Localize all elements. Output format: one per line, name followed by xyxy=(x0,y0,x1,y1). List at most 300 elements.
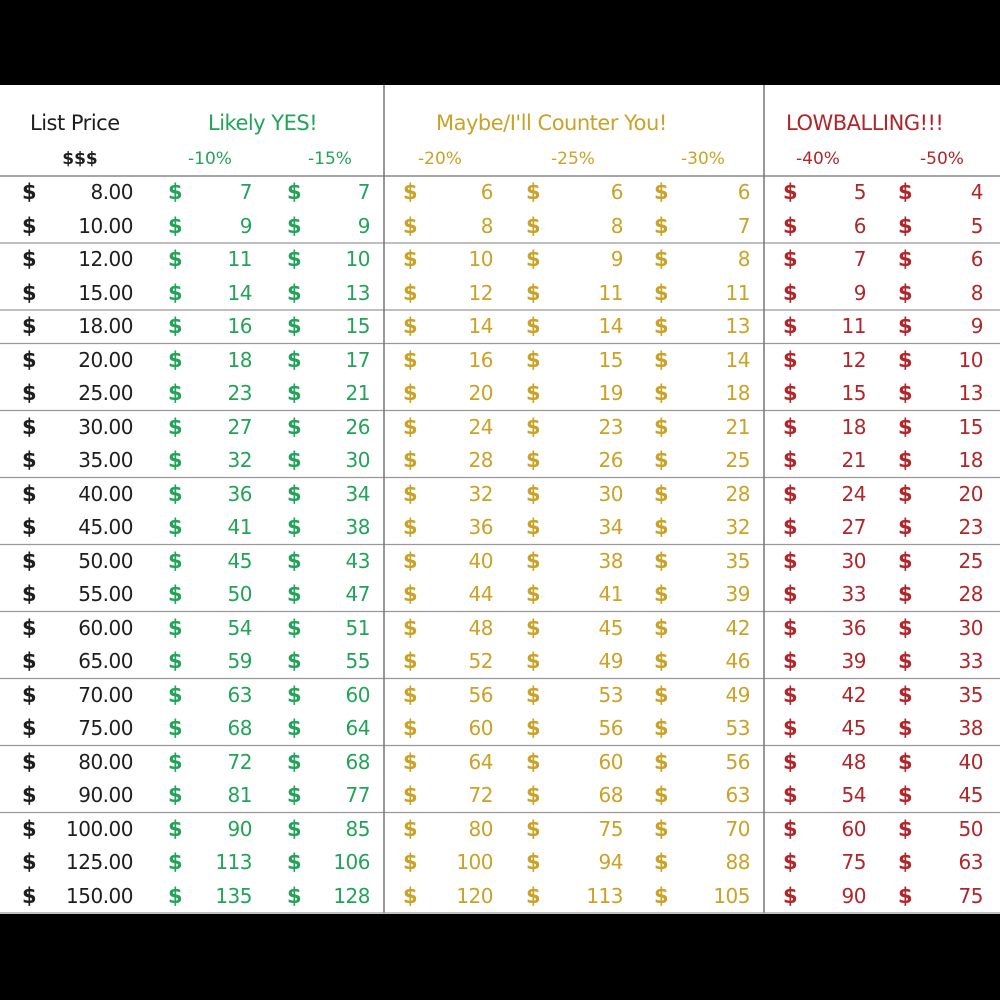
dollar-sign: $ xyxy=(526,280,541,305)
offer-cell: 24 xyxy=(841,481,866,506)
offer-cell: 39 xyxy=(725,582,750,606)
list-price-cell: 20.00 xyxy=(78,347,133,372)
table-row xyxy=(0,612,1000,646)
dollar-sign: $ xyxy=(403,180,418,204)
dollar-sign: $ xyxy=(168,381,183,405)
dollar-sign: $ xyxy=(287,783,302,807)
dollar-sign: $ xyxy=(403,515,418,539)
dollar-sign: $ xyxy=(654,515,669,539)
table-row xyxy=(0,411,1000,445)
list-price-cell: 40.00 xyxy=(78,481,133,506)
offer-cell: 47 xyxy=(345,582,370,606)
offer-cell: 54 xyxy=(841,783,866,807)
dollar-sign: $ xyxy=(287,414,302,439)
list-price-dollar-sign: $ xyxy=(22,414,37,439)
offer-cell: 14 xyxy=(598,314,623,338)
offer-cell: 85 xyxy=(345,816,370,841)
offer-cell: 40 xyxy=(468,548,493,573)
dollar-sign: $ xyxy=(287,883,302,908)
table-row xyxy=(0,679,1000,713)
offer-cell: 30 xyxy=(598,481,623,506)
dollar-sign: $ xyxy=(287,314,302,338)
dollar-sign: $ xyxy=(526,615,541,640)
offer-cell: 8 xyxy=(480,213,493,238)
dollar-sign: $ xyxy=(526,247,541,271)
discount-header-40: -40% xyxy=(796,149,840,169)
dollar-sign: $ xyxy=(168,314,183,338)
dollar-sign: $ xyxy=(287,247,302,271)
list-price-cell: 18.00 xyxy=(78,314,133,338)
dollar-sign: $ xyxy=(168,213,183,238)
dollar-sign: $ xyxy=(898,180,913,204)
dollar-sign: $ xyxy=(783,247,798,271)
list-price-dollar-sign: $ xyxy=(22,180,37,204)
offer-cell: 28 xyxy=(725,481,750,506)
table-row xyxy=(0,478,1000,512)
offer-cell: 7 xyxy=(357,180,370,204)
offer-cell: 28 xyxy=(958,582,983,606)
dollar-sign: $ xyxy=(526,381,541,405)
offer-cell: 45 xyxy=(841,716,866,740)
table-row xyxy=(0,746,1000,780)
offer-cell: 23 xyxy=(227,381,252,405)
dollar-sign: $ xyxy=(654,347,669,372)
list-price-dollar-sign: $ xyxy=(22,816,37,841)
offer-cell: 75 xyxy=(598,816,623,841)
offer-cell: 42 xyxy=(841,682,866,707)
offer-cell: 30 xyxy=(958,615,983,640)
offer-cell: 70 xyxy=(725,816,750,841)
offer-cell: 52 xyxy=(468,649,493,673)
list-price-dollar-sign: $ xyxy=(22,481,37,506)
dollar-sign: $ xyxy=(168,682,183,707)
likely-yes-header: Likely YES! xyxy=(208,111,318,135)
dollar-sign: $ xyxy=(654,414,669,439)
dollar-sign: $ xyxy=(168,247,183,271)
offer-cell: 9 xyxy=(239,213,252,238)
offer-cell: 68 xyxy=(345,749,370,774)
dollar-sign: $ xyxy=(168,716,183,740)
dollar-sign: $ xyxy=(783,314,798,338)
dollar-sign: $ xyxy=(403,414,418,439)
dollar-sign: $ xyxy=(898,414,913,439)
offer-cell: 128 xyxy=(333,883,370,908)
dollar-sign: $ xyxy=(287,548,302,573)
dollar-sign: $ xyxy=(783,213,798,238)
offer-cell: 32 xyxy=(227,448,252,472)
dollar-sign: $ xyxy=(526,783,541,807)
dollar-sign: $ xyxy=(403,213,418,238)
discount-header-30: -30% xyxy=(681,149,725,169)
dollar-sign: $ xyxy=(403,381,418,405)
table-row xyxy=(0,344,1000,378)
dollar-sign: $ xyxy=(287,582,302,606)
dollar-sign: $ xyxy=(403,649,418,673)
dollar-sign: $ xyxy=(654,883,669,908)
table-row xyxy=(0,645,1000,679)
offer-cell: 43 xyxy=(345,548,370,573)
offer-cell: 20 xyxy=(468,381,493,405)
dollar-sign: $ xyxy=(898,247,913,271)
offer-cell: 49 xyxy=(725,682,750,707)
list-price-cell: 80.00 xyxy=(78,749,133,774)
offer-cell: 53 xyxy=(725,716,750,740)
dollar-sign: $ xyxy=(654,783,669,807)
offer-cell: 23 xyxy=(958,515,983,539)
offer-cell: 12 xyxy=(468,280,493,305)
dollar-sign: $ xyxy=(783,481,798,506)
dollar-sign: $ xyxy=(403,247,418,271)
offer-cell: 54 xyxy=(227,615,252,640)
offer-cell: 30 xyxy=(345,448,370,472)
offer-cell: 14 xyxy=(468,314,493,338)
dollar-sign: $ xyxy=(654,582,669,606)
list-price-dollar-sign: $ xyxy=(22,448,37,472)
offer-cell: 53 xyxy=(598,682,623,707)
offer-cell: 60 xyxy=(841,816,866,841)
offer-cell: 50 xyxy=(958,816,983,841)
dollar-sign: $ xyxy=(168,448,183,472)
list-price-cell: 15.00 xyxy=(78,280,133,305)
table-row xyxy=(0,377,1000,411)
dollar-sign: $ xyxy=(287,816,302,841)
dollar-sign: $ xyxy=(526,414,541,439)
dollar-sign: $ xyxy=(898,280,913,305)
offer-cell: 64 xyxy=(345,716,370,740)
offer-cell: 40 xyxy=(958,749,983,774)
offer-cell: 13 xyxy=(725,314,750,338)
offer-cell: 48 xyxy=(468,615,493,640)
offer-cell: 120 xyxy=(456,883,493,908)
dollar-sign: $ xyxy=(654,850,669,874)
dollar-sign: $ xyxy=(168,649,183,673)
offer-cell: 39 xyxy=(841,649,866,673)
table-row xyxy=(0,545,1000,579)
offer-cell: 10 xyxy=(468,247,493,271)
list-price-subheader: $$$ xyxy=(62,149,98,169)
offer-cell: 68 xyxy=(227,716,252,740)
dollar-sign: $ xyxy=(526,749,541,774)
list-price-cell: 8.00 xyxy=(90,180,133,204)
offer-cell: 113 xyxy=(586,883,623,908)
offer-cell: 44 xyxy=(468,582,493,606)
list-price-cell: 45.00 xyxy=(78,515,133,539)
offer-cell: 9 xyxy=(610,247,623,271)
dollar-sign: $ xyxy=(526,883,541,908)
offer-cell: 72 xyxy=(468,783,493,807)
dollar-sign: $ xyxy=(898,649,913,673)
dollar-sign: $ xyxy=(287,850,302,874)
dollar-sign: $ xyxy=(783,381,798,405)
dollar-sign: $ xyxy=(783,816,798,841)
dollar-sign: $ xyxy=(654,649,669,673)
offer-cell: 51 xyxy=(345,615,370,640)
offer-cell: 6 xyxy=(610,180,623,204)
list-price-cell: 100.00 xyxy=(66,816,133,841)
offer-cell: 75 xyxy=(958,883,983,908)
table-row xyxy=(0,210,1000,244)
table-row xyxy=(0,846,1000,880)
offer-cell: 6 xyxy=(970,247,983,271)
offer-cell: 24 xyxy=(468,414,493,439)
discount-header-20: -20% xyxy=(418,149,462,169)
dollar-sign: $ xyxy=(783,414,798,439)
dollar-sign: $ xyxy=(654,381,669,405)
offer-cell: 30 xyxy=(841,548,866,573)
offer-cell: 45 xyxy=(598,615,623,640)
offer-cell: 34 xyxy=(598,515,623,539)
dollar-sign: $ xyxy=(287,180,302,204)
offer-cell: 56 xyxy=(468,682,493,707)
dollar-sign: $ xyxy=(403,314,418,338)
dollar-sign: $ xyxy=(654,314,669,338)
table-row xyxy=(0,444,1000,478)
table-row xyxy=(0,511,1000,545)
offer-cell: 11 xyxy=(598,280,623,305)
offer-cell: 64 xyxy=(468,749,493,774)
list-price-dollar-sign: $ xyxy=(22,749,37,774)
offer-cell: 16 xyxy=(227,314,252,338)
offer-cell: 59 xyxy=(227,649,252,673)
dollar-sign: $ xyxy=(287,213,302,238)
offer-cell: 48 xyxy=(841,749,866,774)
dollar-sign: $ xyxy=(403,280,418,305)
offer-cell: 26 xyxy=(598,448,623,472)
dollar-sign: $ xyxy=(168,883,183,908)
dollar-sign: $ xyxy=(526,213,541,238)
dollar-sign: $ xyxy=(654,213,669,238)
dollar-sign: $ xyxy=(898,816,913,841)
offer-cell: 105 xyxy=(713,883,750,908)
offer-cell: 75 xyxy=(841,850,866,874)
dollar-sign: $ xyxy=(287,749,302,774)
dollar-sign: $ xyxy=(898,749,913,774)
offer-cell: 33 xyxy=(841,582,866,606)
dollar-sign: $ xyxy=(654,682,669,707)
dollar-sign: $ xyxy=(783,515,798,539)
dollar-sign: $ xyxy=(526,180,541,204)
dollar-sign: $ xyxy=(783,850,798,874)
dollar-sign: $ xyxy=(287,347,302,372)
dollar-sign: $ xyxy=(287,615,302,640)
dollar-sign: $ xyxy=(898,615,913,640)
offer-cell: 20 xyxy=(958,481,983,506)
dollar-sign: $ xyxy=(783,716,798,740)
list-price-cell: 65.00 xyxy=(78,649,133,673)
dollar-sign: $ xyxy=(403,615,418,640)
list-price-cell: 75.00 xyxy=(78,716,133,740)
dollar-sign: $ xyxy=(168,582,183,606)
dollar-sign: $ xyxy=(526,515,541,539)
offer-cell: 38 xyxy=(958,716,983,740)
dollar-sign: $ xyxy=(403,682,418,707)
offer-cell: 15 xyxy=(958,414,983,439)
list-price-dollar-sign: $ xyxy=(22,213,37,238)
dollar-sign: $ xyxy=(526,649,541,673)
dollar-sign: $ xyxy=(287,381,302,405)
dollar-sign: $ xyxy=(783,180,798,204)
dollar-sign: $ xyxy=(168,515,183,539)
offer-cell: 14 xyxy=(227,280,252,305)
offer-cell: 9 xyxy=(853,280,866,305)
offer-cell: 18 xyxy=(227,347,252,372)
list-price-cell: 55.00 xyxy=(78,582,133,606)
table-row xyxy=(0,712,1000,746)
discount-header-15: -15% xyxy=(308,149,352,169)
offer-cell: 11 xyxy=(227,247,252,271)
dollar-sign: $ xyxy=(168,347,183,372)
offer-cell: 90 xyxy=(227,816,252,841)
dollar-sign: $ xyxy=(526,850,541,874)
offer-cell: 35 xyxy=(725,548,750,573)
offer-cell: 10 xyxy=(345,247,370,271)
dollar-sign: $ xyxy=(783,649,798,673)
list-price-cell: 70.00 xyxy=(78,682,133,707)
offer-cell: 106 xyxy=(333,850,370,874)
offer-cell: 90 xyxy=(841,883,866,908)
dollar-sign: $ xyxy=(168,481,183,506)
table-row xyxy=(0,310,1000,344)
dollar-sign: $ xyxy=(783,582,798,606)
list-price-dollar-sign: $ xyxy=(22,280,37,305)
dollar-sign: $ xyxy=(403,883,418,908)
dollar-sign: $ xyxy=(403,582,418,606)
offer-cell: 32 xyxy=(468,481,493,506)
dollar-sign: $ xyxy=(526,314,541,338)
offer-cell: 15 xyxy=(598,347,623,372)
offer-cell: 36 xyxy=(468,515,493,539)
offer-cell: 26 xyxy=(345,414,370,439)
dollar-sign: $ xyxy=(654,816,669,841)
dollar-sign: $ xyxy=(654,615,669,640)
dollar-sign: $ xyxy=(403,481,418,506)
maybe-counter-header: Maybe/I'll Counter You! xyxy=(436,111,667,135)
dollar-sign: $ xyxy=(526,582,541,606)
offer-cell: 5 xyxy=(970,213,983,238)
offer-cell: 46 xyxy=(725,649,750,673)
table-row xyxy=(0,813,1000,847)
list-price-dollar-sign: $ xyxy=(22,783,37,807)
dollar-sign: $ xyxy=(526,548,541,573)
table-row xyxy=(0,176,1000,210)
list-price-cell: 35.00 xyxy=(78,448,133,472)
offer-cell: 18 xyxy=(841,414,866,439)
offer-cell: 11 xyxy=(841,314,866,338)
dollar-sign: $ xyxy=(654,180,669,204)
dollar-sign: $ xyxy=(526,682,541,707)
offer-cell: 45 xyxy=(227,548,252,573)
dollar-sign: $ xyxy=(783,682,798,707)
dollar-sign: $ xyxy=(168,816,183,841)
dollar-sign: $ xyxy=(898,548,913,573)
dollar-sign: $ xyxy=(168,548,183,573)
list-price-header: List Price xyxy=(30,111,120,135)
dollar-sign: $ xyxy=(654,280,669,305)
offer-cell: 63 xyxy=(725,783,750,807)
dollar-sign: $ xyxy=(168,749,183,774)
list-price-dollar-sign: $ xyxy=(22,548,37,573)
discount-header-10: -10% xyxy=(188,149,232,169)
dollar-sign: $ xyxy=(526,448,541,472)
dollar-sign: $ xyxy=(287,716,302,740)
offer-cell: 6 xyxy=(737,180,750,204)
table-row xyxy=(0,880,1000,914)
offer-cell: 21 xyxy=(725,414,750,439)
list-price-cell: 90.00 xyxy=(78,783,133,807)
list-price-cell: 150.00 xyxy=(66,883,133,908)
dollar-sign: $ xyxy=(168,180,183,204)
dollar-sign: $ xyxy=(898,582,913,606)
offer-cell: 6 xyxy=(853,213,866,238)
offer-cell: 9 xyxy=(970,314,983,338)
discount-header-25: -25% xyxy=(551,149,595,169)
offer-cell: 7 xyxy=(239,180,252,204)
offer-cell: 17 xyxy=(345,347,370,372)
list-price-dollar-sign: $ xyxy=(22,247,37,271)
dollar-sign: $ xyxy=(654,247,669,271)
offer-cell: 16 xyxy=(468,347,493,372)
dollar-sign: $ xyxy=(898,850,913,874)
dollar-sign: $ xyxy=(898,314,913,338)
list-price-cell: 30.00 xyxy=(78,414,133,439)
dollar-sign: $ xyxy=(403,448,418,472)
list-price-dollar-sign: $ xyxy=(22,615,37,640)
offer-cell: 18 xyxy=(725,381,750,405)
offer-cell: 7 xyxy=(737,213,750,238)
dollar-sign: $ xyxy=(898,213,913,238)
discount-header-50: -50% xyxy=(920,149,964,169)
dollar-sign: $ xyxy=(168,850,183,874)
offer-cell: 55 xyxy=(345,649,370,673)
dollar-sign: $ xyxy=(654,749,669,774)
offer-cell: 9 xyxy=(357,213,370,238)
offer-cell: 72 xyxy=(227,749,252,774)
list-price-dollar-sign: $ xyxy=(22,582,37,606)
offer-cell: 34 xyxy=(345,481,370,506)
offer-cell: 100 xyxy=(456,850,493,874)
dollar-sign: $ xyxy=(403,548,418,573)
dollar-sign: $ xyxy=(287,280,302,305)
dollar-sign: $ xyxy=(403,783,418,807)
table-row xyxy=(0,277,1000,311)
offer-cell: 49 xyxy=(598,649,623,673)
offer-cell: 36 xyxy=(227,481,252,506)
dollar-sign: $ xyxy=(783,347,798,372)
offer-cell: 8 xyxy=(610,213,623,238)
offer-cell: 7 xyxy=(853,247,866,271)
table-row xyxy=(0,779,1000,813)
offer-cell: 4 xyxy=(970,180,983,204)
offer-cell: 32 xyxy=(725,515,750,539)
dollar-sign: $ xyxy=(403,816,418,841)
dollar-sign: $ xyxy=(654,716,669,740)
offer-cell: 94 xyxy=(598,850,623,874)
list-price-dollar-sign: $ xyxy=(22,682,37,707)
offer-cell: 41 xyxy=(227,515,252,539)
offer-cell: 56 xyxy=(725,749,750,774)
offer-cell: 41 xyxy=(598,582,623,606)
list-price-cell: 50.00 xyxy=(78,548,133,573)
offer-cell: 135 xyxy=(215,883,252,908)
offer-cell: 60 xyxy=(598,749,623,774)
dollar-sign: $ xyxy=(403,716,418,740)
dollar-sign: $ xyxy=(783,883,798,908)
dollar-sign: $ xyxy=(168,280,183,305)
offer-cell: 36 xyxy=(841,615,866,640)
offer-cell: 15 xyxy=(841,381,866,405)
list-price-cell: 125.00 xyxy=(66,850,133,874)
table-row xyxy=(0,243,1000,277)
